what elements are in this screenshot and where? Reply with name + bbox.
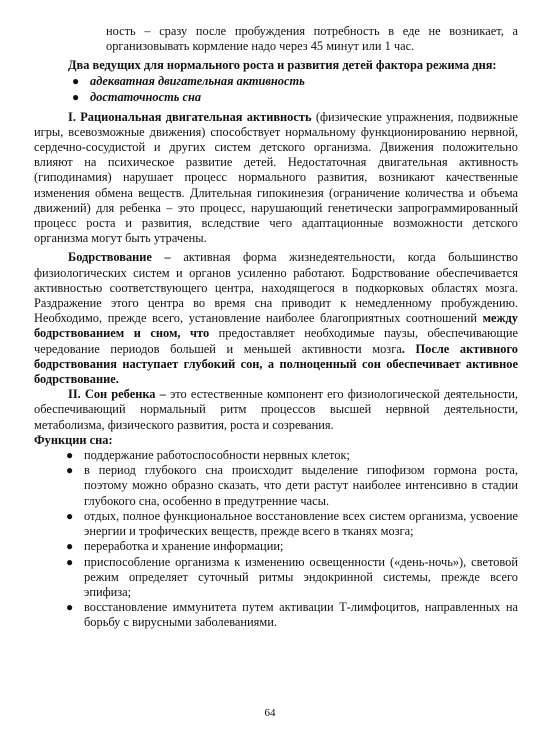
section-title: I. Рациональная двигательная активность (68, 109, 312, 124)
bullet-icon: ● (66, 539, 74, 554)
list-item-text: приспособление организма к изменению освещенности («день-ночь»), световой режим определяет суточный ритмы эндокринной системы, прежде всего эпифиза; (84, 554, 518, 599)
bullet-icon: ● (66, 463, 74, 478)
list-item-text: отдых, полное функциональное восстановление всех систем организма, усвоение энергии и трофических веществ, прежде всего в тканях мозга; (84, 508, 518, 539)
list-item-text: адекватная двигательная активность (90, 74, 305, 89)
wakefulness-paragraph (34, 250, 518, 387)
list-item (34, 600, 518, 630)
page-number: 64 (264, 707, 276, 719)
bullet-icon: ● (66, 554, 74, 569)
list-item (34, 448, 518, 463)
list-item-text: поддержание работоспособности нервных клеток; (84, 448, 350, 463)
sleep-paragraph (34, 387, 518, 433)
list-item (34, 555, 518, 601)
sleep-functions-list (34, 448, 518, 630)
list-item-text: в период глубокого сна происходит выделение гипофизом гормона роста, поэтому можно образно сказать, что дети растут наиболее интенсивно в стадии глубокого сна, особенно в предутренние часы. (84, 463, 518, 508)
emphasis: . После активного бодрствования наступает глубокий сон, а полноценный сон обеспечивает активное бодрствование. (34, 341, 518, 387)
paragraph-text: (физические упражнения, подвижные игры, всевозможные движения) способствует нормальному функционированию нервной, сердечно-сосудистой и других систем детского организма. Движения положительно влияют на психическое развитие детей. Недостаточная двигательная активность (гиподинамия) нарушает процесс нормального развития, возникают качественные изменения обмена веществ. Длительная гипокинезия (ограничение количества и объема движений) для ребенка – это процесс, нарушающий генетически запрограммированный процесс роста и развития, вследствие чего адаптационные возможности детского организма могут быть утрачены. (34, 109, 519, 246)
section-title: II. Сон ребенка – (68, 387, 170, 402)
bullet-icon: ● (66, 448, 74, 463)
bullet-icon: ● (66, 508, 74, 523)
continued-paragraph: ность – сразу после пробуждения потребность в еде не возникает, а организовывать кормление надо через 45 минут или 1 час. (106, 24, 518, 54)
emphasis: между бодрствованием и сном, что (34, 311, 518, 341)
sleep-functions-heading: Функции сна: (34, 432, 113, 447)
paragraph-text: предоставляет необходимые паузы, обеспечивающие чередование периодов большей и меньшей активности мозга (34, 326, 518, 356)
paragraph-text: активная форма жизнедеятельности, когда большинство физиологических систем и органов усиленно работают. Бодрствование обеспечивается активностью соответствующего центра, находящегося в подкорковых областях мозга. Раздражение этого центра во время сна приводит к немедленному пробуждению. Необходимо, прежде всего, установление наиболее благоприятных соотношений (34, 250, 519, 326)
list-item-text: восстановление иммунитета путем активации Т-лимфоцитов, направленных на борьбу с вирусными заболеваниями. (84, 600, 518, 630)
motor-activity-paragraph (34, 110, 518, 247)
bullet-icon: ● (66, 600, 74, 615)
paragraph-text: это естественные компонент его физиологической деятельности, обеспечивающий нормальный ритм процессов высшей нервной деятельности, метаболизма, физического развития, роста и созревания. (34, 387, 518, 432)
list-item-text: достаточность сна (90, 90, 202, 105)
list-item (34, 539, 518, 554)
list-item-text: переработка и хранение информации; (84, 539, 284, 554)
list-item (34, 509, 518, 539)
list-item (34, 463, 518, 509)
list-item (34, 90, 518, 105)
regime-factors-list (34, 74, 518, 105)
term: Бодрствование – (68, 250, 184, 265)
bullet-icon: ● (72, 90, 80, 105)
bullet-icon: ● (72, 74, 80, 89)
page-content (34, 58, 518, 631)
regime-factors-heading: Два ведущих для нормального роста и развития детей фактора режима дня: (68, 58, 497, 72)
list-item (34, 74, 518, 89)
